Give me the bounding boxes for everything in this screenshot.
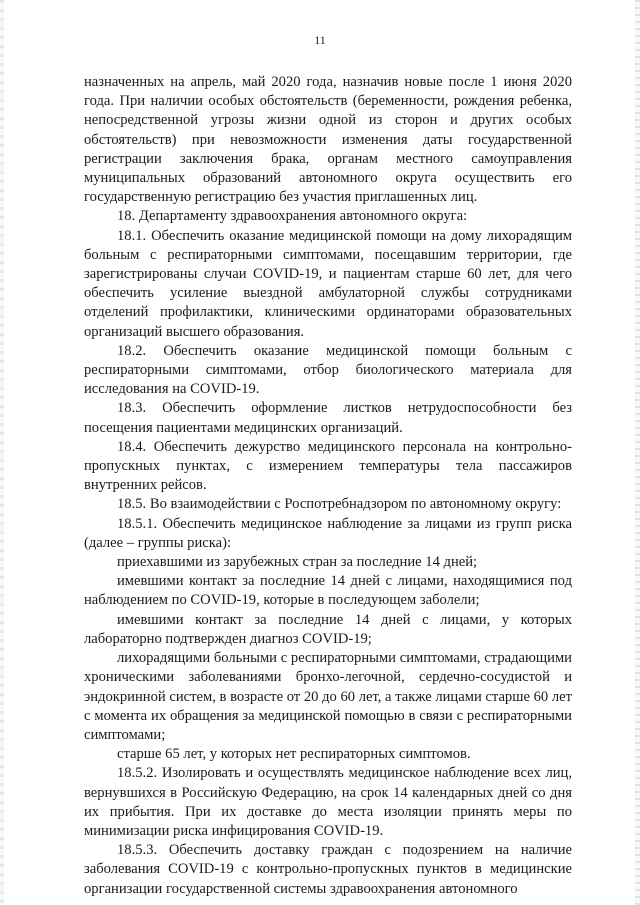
paragraph: 18. Департаменту здравоохранения автономного округа: — [117, 208, 468, 225]
scan-edge-right — [635, 0, 640, 905]
paragraph: 18.5.1. Обеспечить медицинское наблюдение за лицами из групп риска (далее – группы риска): — [84, 515, 572, 551]
scan-edge-left — [0, 0, 4, 905]
paragraph: 18.5.3. Обеспечить доставку граждан с подозрением на наличие заболевания COVID-19 с контрольно-пропускных пунктов в медицинские организации государственной системы здравоохранения автономного — [84, 842, 572, 897]
paragraph: 18.3. Обеспечить оформление листков нетрудоспособности без посещения пациентами медицинских организаций. — [84, 400, 572, 436]
paragraph: имевшими контакт за последние 14 дней с лицами, у которых лабораторно подтвержден диагноз COVID-19; — [84, 611, 572, 647]
paragraph: 18.5. Во взаимодействии с Роспотребнадзором по автономному округу: — [117, 496, 562, 513]
paragraph: 18.2. Обеспечить оказание медицинской помощи больным с респираторными симптомами, отбор биологического материала для исследования на COVID-19. — [84, 342, 572, 398]
paragraph: старше 65 лет, у которых нет респираторных симптомов. — [117, 746, 471, 763]
paragraph: 18.1. Обеспечить оказание медицинской помощи на дому лихорадящим больным с респираторными симптомами, посещавшим территории, где зарегистрированы случаи COVID-19, и пациентам старше 60 лет, для чего обеспечить усиление выездной амбулаторной службы сотрудниками отделений профилактики, клиническими ординаторами образовательных организаций высшего образования. — [84, 227, 572, 340]
paragraph: приехавшими из зарубежных стран за последние 14 дней; — [117, 554, 478, 571]
paragraph: назначенных на апрель, май 2020 года, назначив новые после 1 июня 2020 года. При наличии особых обстоятельств (беременности, рождения ребенка, непосредственной угрозы жизни одной из сторон и других особых обстоятельств) при невозможности изменения даты государственной регистрации заключения брака, органам местного самоуправления муниципальных образований автономного округа осуществить его государственную регистрацию без участия приглашенных лиц. — [84, 74, 572, 206]
paragraph: имевшими контакт за последние 14 дней с лицами, находящимися под наблюдением по COVID-19, которые в последующем заболели; — [84, 573, 572, 609]
document-body — [84, 73, 572, 899]
paragraph: 18.5.2. Изолировать и осуществлять медицинское наблюдение всех лиц, вернувшихся в Российскую Федерацию, на срок 14 календарных дней со дня их прибытия. При их доставке до места изоляции принять меры по минимизации риска инфицирования COVID-19. — [84, 765, 572, 839]
page-number: 11 — [314, 33, 326, 47]
paragraph: лихорадящими больными с респираторными симптомами, страдающими хроническими заболеваниями бронхо-легочной, сердечно-сосудистой и эндокринной систем, в возрасте от 20 до 60 лет, а также лицами старше 60 лет с момента их обращения за медицинской помощью в связи с респираторными симптомами; — [84, 650, 572, 743]
paragraph: 18.4. Обеспечить дежурство медицинского персонала на контрольно-пропускных пунктах, с измерением температуры тела пассажиров внутренних рейсов. — [84, 438, 572, 494]
